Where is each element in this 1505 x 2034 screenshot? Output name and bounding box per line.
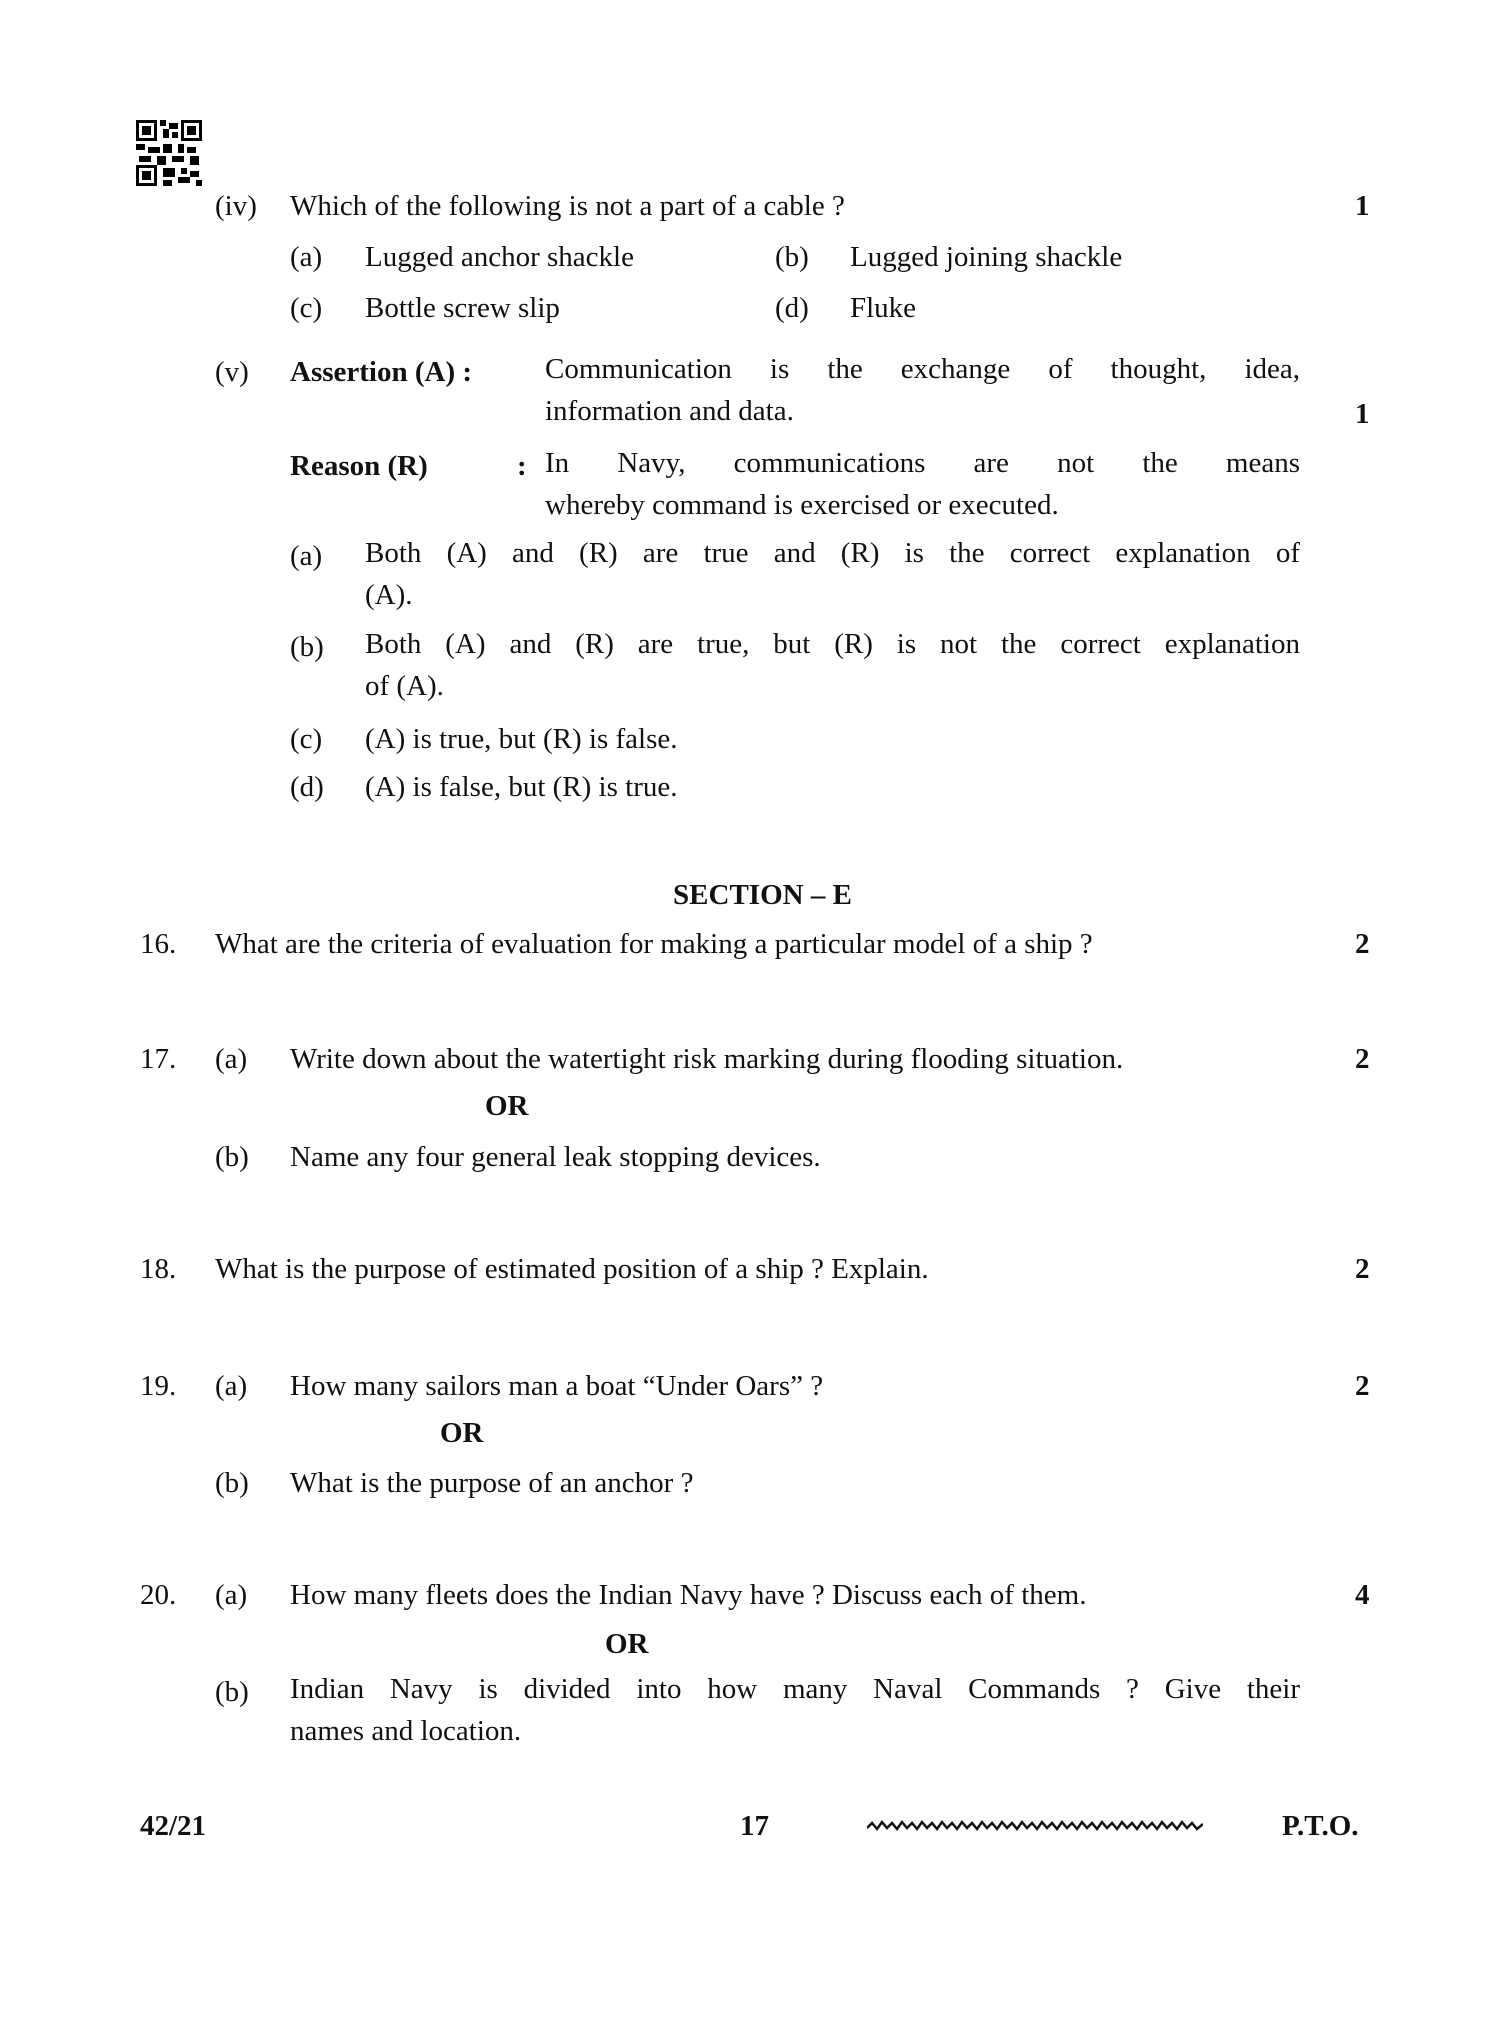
assertion-text: Communication is the exchange of thought, idea, information and data.: [545, 353, 1300, 427]
question-number: 20.: [140, 1579, 177, 1611]
option-label: (a): [290, 540, 323, 572]
marks: 2: [1355, 928, 1370, 960]
question-text: Which of the following is not a part of a cable ?: [290, 190, 845, 222]
question-text: How many sailors man a boat “Under Oars” ?: [290, 1370, 824, 1402]
question-text: What is the purpose of estimated position of a ship ? Explain.: [215, 1253, 929, 1285]
part-label: (a): [215, 1579, 248, 1611]
paper-code: 42/21: [140, 1810, 207, 1842]
wavy-line-icon: [867, 1816, 1203, 1836]
question-text: What is the purpose of an anchor ?: [290, 1467, 694, 1499]
part-label: (b): [215, 1467, 249, 1499]
reason-colon: :: [517, 450, 527, 482]
question-number: 18.: [140, 1253, 177, 1285]
pto-label: P.T.O.: [1282, 1810, 1359, 1842]
sub-question-label: (v): [215, 356, 249, 388]
part-label: (a): [215, 1370, 248, 1402]
page-number: 17: [740, 1810, 769, 1842]
section-heading: SECTION – E: [673, 879, 852, 911]
part-label: (b): [215, 1676, 249, 1708]
marks: 2: [1355, 1370, 1370, 1402]
option-label: (b): [290, 631, 324, 663]
option-label: (d): [290, 771, 324, 803]
sub-question-label: (iv): [215, 190, 257, 222]
option-label: (d): [775, 292, 809, 324]
question-number: 16.: [140, 928, 177, 960]
part-label: (b): [215, 1141, 249, 1173]
option-text: (A) is true, but (R) is false.: [365, 723, 678, 755]
or-separator: OR: [605, 1628, 649, 1660]
question-text: What are the criteria of evaluation for making a particular model of a ship ?: [215, 928, 1093, 960]
option-label: (a): [290, 241, 323, 273]
marks: 2: [1355, 1043, 1370, 1075]
option-text: Fluke: [850, 292, 917, 324]
option-text: Lugged joining shackle: [850, 241, 1123, 273]
question-number: 17.: [140, 1043, 177, 1075]
assertion-label: Assertion (A) :: [290, 356, 473, 388]
marks: 2: [1355, 1253, 1370, 1285]
or-separator: OR: [485, 1090, 529, 1122]
question-text: Write down about the watertight risk marking during flooding situation.: [290, 1043, 1124, 1075]
or-separator: OR: [440, 1417, 484, 1449]
reason-text: In Navy, communications are not the means whereby command is exercised or executed.: [545, 447, 1300, 521]
part-label: (a): [215, 1043, 248, 1075]
question-number: 19.: [140, 1370, 177, 1402]
marks: 1: [1355, 398, 1370, 430]
option-text: (A) is false, but (R) is true.: [365, 771, 678, 803]
marks: 4: [1355, 1579, 1370, 1611]
option-label: (c): [290, 723, 323, 755]
option-label: (b): [775, 241, 809, 273]
reason-label: Reason (R): [290, 450, 428, 482]
marks: 1: [1355, 190, 1370, 222]
question-text: Indian Navy is divided into how many Naval Commands ? Give their names and location.: [290, 1673, 1300, 1747]
qr-code-icon: [136, 120, 202, 186]
question-text: How many fleets does the Indian Navy have ? Discuss each of them.: [290, 1579, 1087, 1611]
option-text: Bottle screw slip: [365, 292, 560, 324]
option-text: Both (A) and (R) are true, but (R) is not the correct explanation of (A).: [365, 628, 1300, 702]
option-label: (c): [290, 292, 323, 324]
question-text: Name any four general leak stopping devices.: [290, 1141, 821, 1173]
option-text: Both (A) and (R) are true and (R) is the correct explanation of (A).: [365, 537, 1300, 611]
option-text: Lugged anchor shackle: [365, 241, 634, 273]
